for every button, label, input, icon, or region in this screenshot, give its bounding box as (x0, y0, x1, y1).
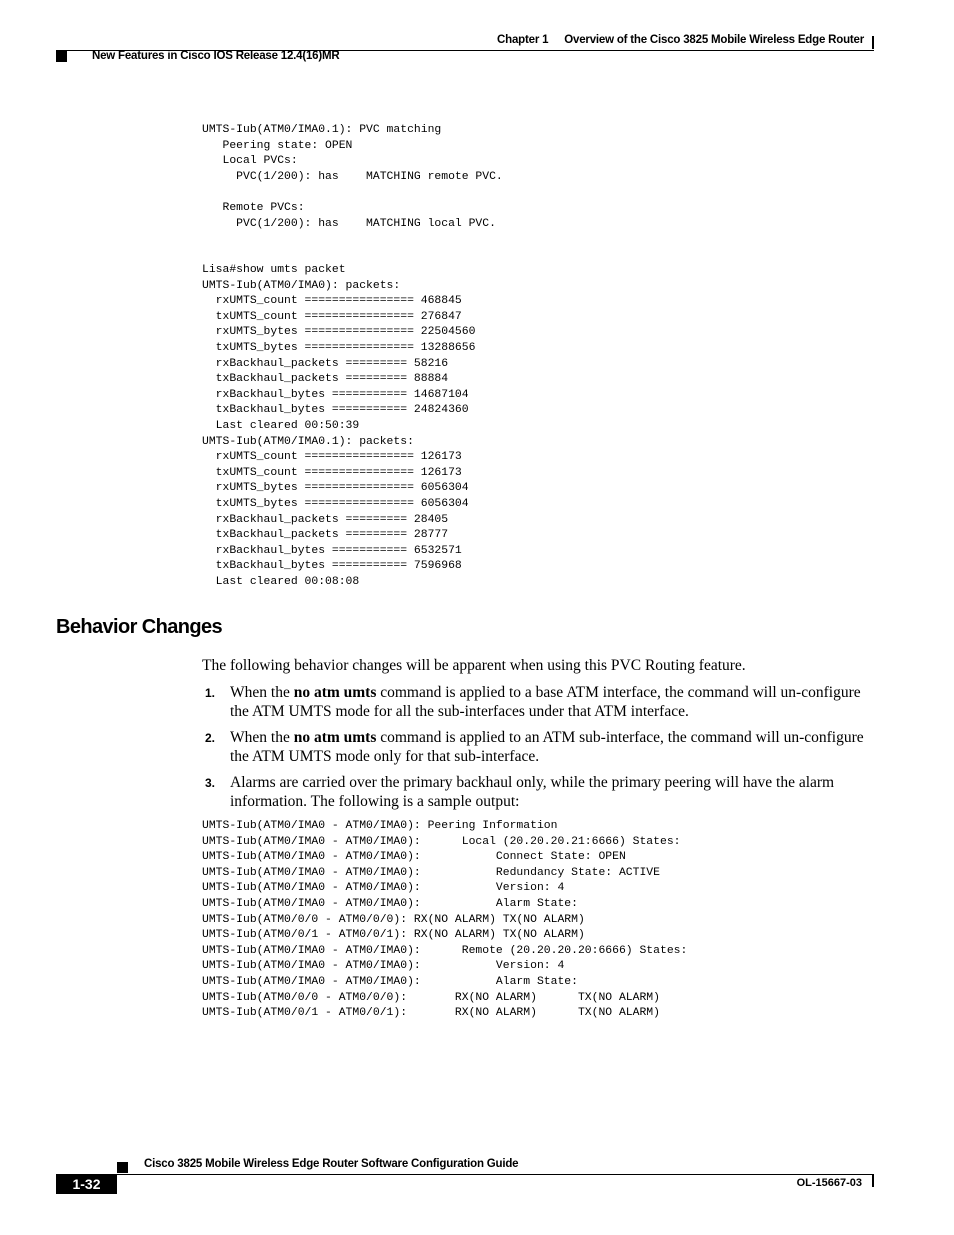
list-item-number: 2. (205, 731, 216, 745)
list-item (202, 728, 882, 766)
footer-rule (56, 1174, 874, 1175)
command-name: no atm umts (293, 684, 377, 701)
cli-output-show-umts-packet: Lisa#show umts packet UMTS-Iub(ATM0/IMA0): packets: rxUMTS_count ================ 468845 txUMTS_count ================ 276847 rxUMTS_bytes ================ 22504560 txUMTS_bytes ================ 13288656 rxBackhaul_packets ========= 58216 txBackhaul_packets ========= 88884 rxBackhaul_bytes =========== 14687104 txBackhaul_bytes =========== 24824360 Last cleared 00:50:39 UMTS-Iub(ATM0/IMA0.1): packets: rxUMTS_count ================ 126173 txUMTS_count ================ 126173 rxUMTS_bytes ================ 6056304 txUMTS_bytes ================ 6056304 rxBackhaul_packets ========= 28405 txBackhaul_packets ========= 28777 rxBackhaul_bytes =========== 6532571 txBackhaul_bytes =========== 7596968 Last cleared 00:08:08 (202, 264, 476, 588)
header-block-marker (56, 51, 67, 62)
running-header-chapter (440, 34, 864, 46)
list-item-text: When the no atm umts command is applied to an ATM sub-interface, the command will un-configure the ATM UMTS mode only for that sub-interface. (230, 729, 864, 765)
list-item (202, 773, 882, 811)
list-item (202, 683, 882, 721)
chapter-label: Chapter 1 (497, 34, 549, 46)
page-number: 1-32 (56, 1175, 117, 1194)
list-item-number: 3. (205, 776, 216, 790)
cli-output-pvc-matching: UMTS-Iub(ATM0/IMA0.1): PVC matching Peering state: OPEN Local PVCs: PVC(1/200): has MATCHING remote PVC. Remote PVCs: PVC(1/200): has MATCHING local PVC. (202, 124, 503, 230)
footer-block-marker (117, 1162, 128, 1173)
section-heading: Behavior Changes (56, 616, 223, 638)
cli-output-peering-information: UMTS-Iub(ATM0/IMA0 - ATM0/IMA0): Peering Information UMTS-Iub(ATM0/IMA0 - ATM0/IMA0): Local (20.20.20.21:6666) States: UMTS-Iub(ATM0/IMA0 - ATM0/IMA0): Connect State: OPEN UMTS-Iub(ATM0/IMA0 - ATM0/IMA0): Redundancy State: ACTIVE UMTS-Iub(ATM0/IMA0 - ATM0/IMA0): Version: 4 UMTS-Iub(ATM0/IMA0 - ATM0/IMA0): Alarm State: UMTS-Iub(ATM0/0/0 - ATM0/0/0): RX(NO ALARM) TX(NO ALARM) UMTS-Iub(ATM0/0/1 - ATM0/0/1): RX(NO ALARM) TX(NO ALARM) UMTS-Iub(ATM0/IMA0 - ATM0/IMA0): Remote (20.20.20.20:6666) States: UMTS-Iub(ATM0/IMA0 - ATM0/IMA0): Version: 4 UMTS-Iub(ATM0/IMA0 - ATM0/IMA0): Alarm State: UMTS-Iub(ATM0/0/0 - ATM0/0/0): RX(NO ALARM) TX(NO ALARM) UMTS-Iub(ATM0/0/1 - ATM0/0/1): RX(NO ALARM) TX(NO ALARM) (202, 820, 688, 1020)
running-header-section: New Features in Cisco IOS Release 12.4(16)MR (92, 50, 340, 62)
list-item-text: When the no atm umts command is applied to a base ATM interface, the command will un-configure the ATM UMTS mode for all the sub-interfaces under that ATM interface. (230, 684, 861, 720)
list-item-text: Alarms are carried over the primary backhaul only, while the primary peering will have the alarm information. The following is a sample output: (230, 774, 835, 810)
header-tick-mark (872, 36, 874, 49)
command-name: no atm umts (293, 729, 377, 746)
footer-guide-title: Cisco 3825 Mobile Wireless Edge Router Software Configuration Guide (144, 1158, 519, 1170)
list-item-number: 1. (205, 686, 216, 700)
chapter-title: Overview of the Cisco 3825 Mobile Wireless Edge Router (564, 34, 864, 46)
document-number: OL-15667-03 (796, 1177, 862, 1189)
intro-paragraph: The following behavior changes will be apparent when using this PVC Routing feature. (202, 657, 746, 674)
footer-tick-mark (872, 1174, 874, 1187)
